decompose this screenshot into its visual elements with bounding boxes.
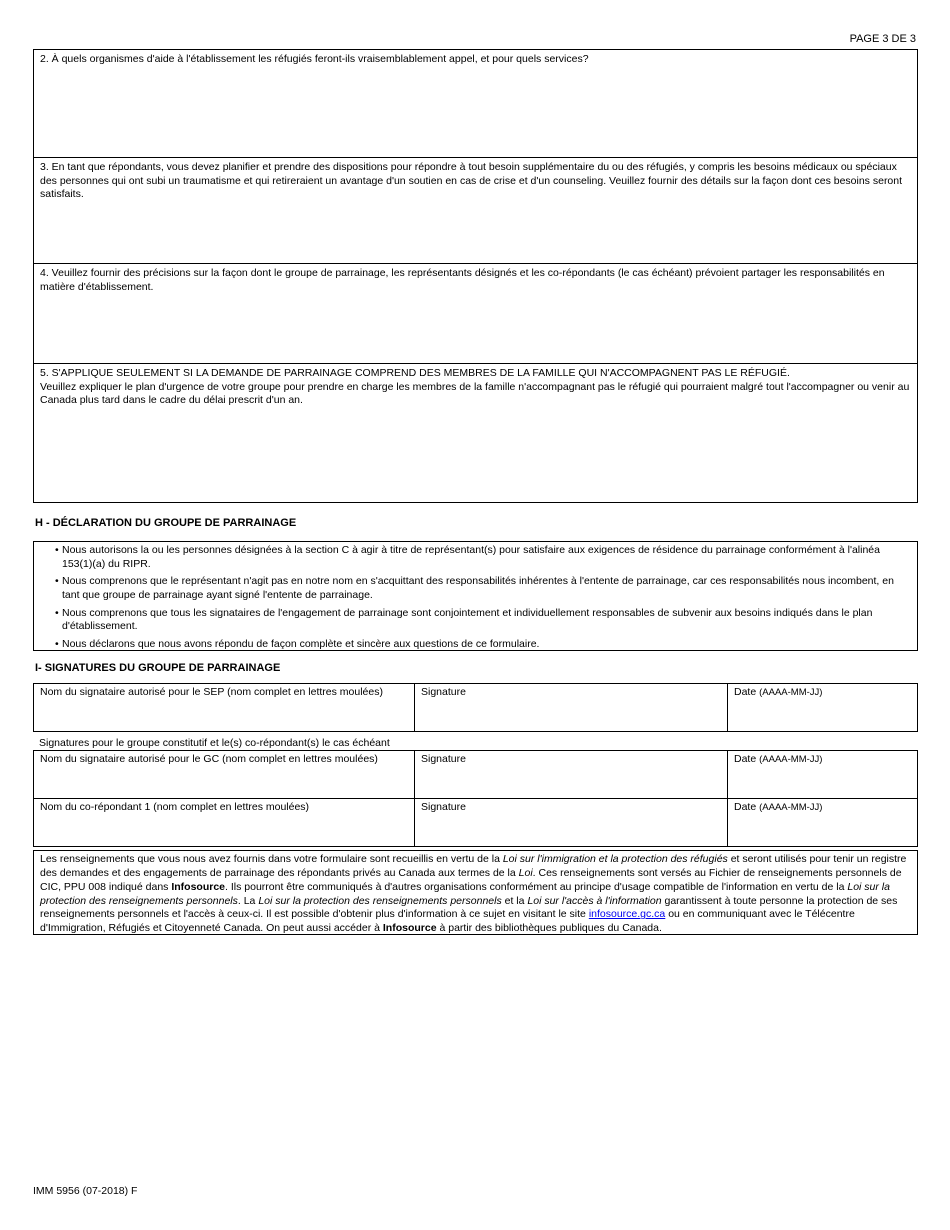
privacy-infosource: Infosource [382,922,437,935]
page-number: PAGE 3 DE 3 [849,33,916,45]
declaration-item-text: Nous déclarons que nous avons répondu de façon complète et sincère aux questions de ce formulaire. [62,637,540,650]
sep-date-field[interactable] [728,684,918,732]
co-sponsor-signature-field[interactable] [415,799,728,847]
privacy-text: et seront utilisés pour tenir un registre des demandes et des engagements de parrainage des répondants privés au Canada aux termes de la [40,853,907,879]
gc-name-field[interactable] [34,751,415,799]
privacy-infosource: Infosource [171,880,226,893]
question-5-sublabel: Veuillez expliquer le plan d'urgence de votre groupe pour prendre en charge les membres de la famille n'accompagnant pas le réfugié qui pourraient malgré tout l'accompagner ou venir au Canada plus tard dans le cadre du délai prescrit d'un an. [40,380,910,407]
question-3-answer[interactable] [38,204,913,260]
sep-signature-table [33,683,918,732]
privacy-text: . La [237,894,259,907]
co-sponsor-signature-row [34,799,918,847]
sep-name-input[interactable] [38,700,410,728]
question-4 [34,263,917,363]
privacy-text: ou en communiquant avec le Télécentre d'Immigration, Réfugiés et Citoyenneté Canada. On peut aussi accéder à [40,908,855,935]
sep-date-format: (AAAA-MM-JJ) [759,687,823,698]
declaration-item-text: Nous comprenons que tous les signataires de l'engagement de parrainage sont conjointement et individuellement responsables de subvenir aux besoins indiqués dans le plan d'établissement. [62,606,873,633]
privacy-notice [33,850,918,935]
question-2 [34,50,917,157]
bullet: • [55,606,59,619]
privacy-text: Les renseignements que vous nous avez fournis dans votre formulaire sont recueillis en vertu de la [40,853,503,865]
sep-name-field[interactable] [34,684,415,732]
sep-signature-row [34,684,918,732]
co-sponsor-signature-label: Signature [421,801,466,813]
gc-date-field[interactable] [728,751,918,799]
declaration-item-text: Nous comprenons que le représentant n'agit pas en notre nom en s'acquittant des responsabilités inhérentes à l'entente de parrainage, car ces responsabilités nous incombent, en tant que groupe de parrainage ayant signé l'entente de parrainage. [62,575,894,601]
gc-signature-label: Signature [421,753,466,765]
gc-signature-field[interactable] [415,751,728,799]
bullet: • [55,544,59,556]
declaration-box [33,541,918,651]
privacy-law-privacy: Loi sur la protection des renseignements personnels [258,894,502,907]
gc-date-input[interactable] [732,767,913,795]
co-sponsor-name-field[interactable] [34,799,415,847]
declaration-item [55,544,909,571]
section-i-title: I- SIGNATURES DU GROUPE DE PARRAINAGE [35,662,281,674]
gc-name-input[interactable] [38,767,410,795]
gc-signature-row [34,751,918,799]
question-5-answer[interactable] [38,410,913,499]
question-4-label: 4. Veuillez fournir des précisions sur la façon dont le groupe de parrainage, les représentants désignés et les co-répondants (le cas échéant) prévoient partager les responsabilités en matière d'établissement. [40,267,885,293]
sep-name-label: Nom du signataire autorisé pour le SEP (nom complet en lettres moulées) [40,686,383,698]
gc-co-signature-table [33,750,918,847]
privacy-law-irpa: Loi sur l'immigration et la protection des réfugiés [502,853,728,865]
sep-signature-field[interactable] [415,684,728,732]
co-sponsor-date-input[interactable] [732,815,913,843]
question-3-label: 3. En tant que répondants, vous devez planifier et prendre des dispositions pour répondre à tout besoin supplémentaire du ou des réfugiés, y compris les besoins médicaux ou spéciaux des personnes qui ont subi un traumatisme et qui retireraient un avantage d'un soutien en cas de crise et d'un counseling. Veuillez fournir des détails sur la façon dont ces besoins seront satisfaits. [40,161,903,201]
co-sponsor-date-format: (AAAA-MM-JJ) [759,802,823,813]
co-sponsor-date-field[interactable] [728,799,918,847]
questions-group [33,49,918,503]
sep-date-input[interactable] [732,700,913,728]
privacy-text: à partir des bibliothèques publiques du Canada. [436,922,662,935]
declaration-item-text: Nous autorisons la ou les personnes désignées à la section C à agir à titre de représentant(s) pour satisfaire aux exigences de résidence du parrainage conformément à l'alinéa 153(1)(a) du RIPR. [62,544,880,570]
section-h-title: H - DÉCLARATION DU GROUPE DE PARRAINAGE [35,517,297,529]
co-sponsor-name-label: Nom du co-répondant 1 (nom complet en lettres moulées) [40,801,310,813]
co-sponsor-name-input[interactable] [38,815,410,843]
privacy-text: garantissent à toute personne la protection de ses renseignements personnels et l'accès à ceux-ci. Il est possible d'obtenir plus d'information à ce sujet en visitant le site [40,894,898,921]
infosource-link[interactable]: infosource.gc.ca [588,908,666,921]
sep-date-label: Date [734,686,757,698]
form-id: IMM 5956 (07-2018) F [33,1185,138,1197]
bullet: • [55,637,59,650]
privacy-law-privacy: Loi sur la protection des renseignements personnels [40,880,890,907]
question-5 [34,363,917,502]
question-5-label: 5. S'APPLIQUE SEULEMENT SI LA DEMANDE DE PARRAINAGE COMPREND DES MEMBRES DE LA FAMILLE QUI N'ACCOMPAGNENT PAS LE RÉFUGIÉ. [40,367,790,379]
privacy-text: . Ces renseignements sont versés au Fichier de renseignements personnels de CIC, PPU 008 indiqué dans [40,866,902,893]
gc-date-label: Date [734,753,757,765]
declaration-item [55,575,909,602]
question-2-answer[interactable] [38,68,913,154]
privacy-text: . Ils pourront être communiqués à d'autres organisations conformément au principe d'usage compatible de l'information en vertu de la [225,880,848,893]
privacy-law-access: Loi sur l'accès à l'information [527,894,662,907]
question-3 [34,157,917,263]
bullet: • [55,575,59,588]
gc-name-label: Nom du signataire autorisé pour le GC (nom complet en lettres moulées) [40,753,378,765]
question-2-label: 2. À quels organismes d'aide à l'établissement les réfugiés feront-ils vraisemblablement appel, et pour quels services? [40,53,589,65]
declaration-list [55,544,909,651]
co-sponsor-date-label: Date [734,801,757,813]
question-4-answer[interactable] [38,297,913,360]
privacy-law-short: Loi [518,866,533,879]
declaration-item [55,637,909,652]
privacy-text: et la [501,894,528,907]
sep-signature-label: Signature [421,686,466,698]
gc-date-format: (AAAA-MM-JJ) [759,754,823,765]
co-signatures-note: Signatures pour le groupe constitutif et le(s) co-répondant(s) le cas échéant [39,737,390,749]
declaration-item [55,606,909,634]
